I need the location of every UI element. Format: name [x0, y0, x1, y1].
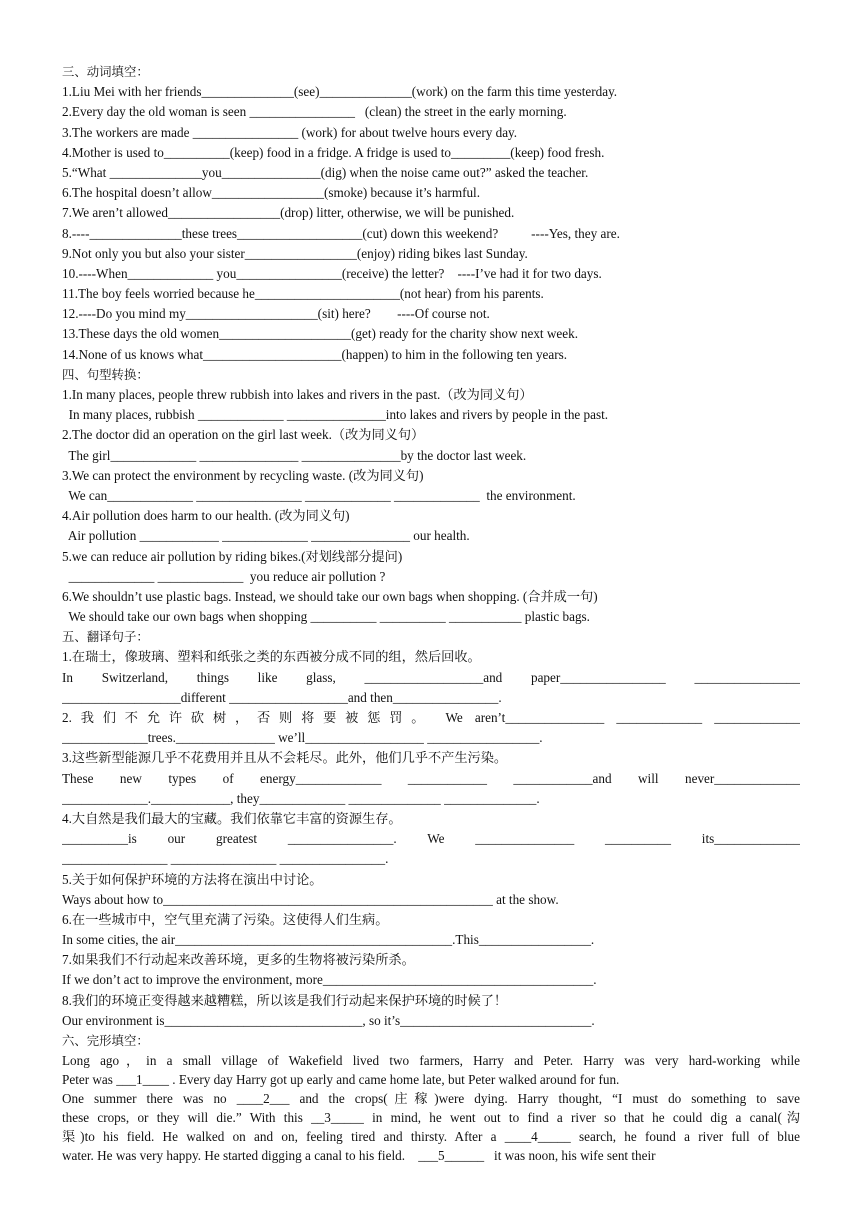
fill-in-line: 14.None of us knows what_____________________(happen) to him in the following ten years.	[62, 346, 568, 362]
fill-in-line: 11.The boy feels worried because he______________________(not hear) from his parents.	[62, 286, 544, 302]
transform-line: _____________ _____________ you reduce air pollution ?	[62, 568, 386, 584]
transform-line: 4.Air pollution does harm to our health. (改为同义句)	[62, 508, 350, 524]
transform-line: 5.we can reduce air pollution by riding bikes.(对划线部分提问)	[62, 548, 403, 564]
transform-line: In many places, rubbish _____________ _______________into lakes and rivers by people in the past.	[62, 407, 609, 423]
section-heading-verbs: 三、动词填空：	[62, 64, 149, 79]
fill-in-line: 1.Liu Mei with her friends______________(see)______________(work) on the farm this time yesterday.	[62, 84, 618, 100]
fill-in-line: 7.We aren’t allowed_________________(drop) litter, otherwise, we will be punished.	[62, 205, 515, 221]
transform-line: We can_____________ ________________ _____________ _____________ the environment.	[62, 487, 576, 503]
transform-line: 1.In many places, people threw rubbish into lakes and rivers in the past.（改为同义句）	[62, 387, 533, 402]
fill-in-line: 6.The hospital doesn’t allow_________________(smoke) because it’s harmful.	[62, 185, 481, 201]
translation-line: 8.我们的环境正变得越来越糟糕，所以该是我们行动起来保护环境的时候了！	[62, 992, 508, 1008]
translation-line: 4.大自然是我们最大的宝藏。我们依靠它丰富的资源生存。	[62, 810, 402, 826]
fill-in-line: 12.----Do you mind my____________________(sit) here? ----Of course not.	[62, 306, 490, 322]
fill-in-line: 8.----______________these trees___________________(cut) down this weekend? ----Yes, they are.	[62, 225, 620, 241]
translation-line: 7.如果我们不行动起来改善环境，更多的生物将被污染所杀。	[62, 952, 415, 968]
passage-line: 渠)to his field. He walked on and on, feeling tired and thirsty. After a ____4_____ search, he found a river full of blue	[62, 1129, 800, 1145]
translation-line: 6.在一些城市中，空气里充满了污染。这使得人们生病。	[62, 911, 389, 927]
passage-line: One summer there was no ____2___ and the crops(庄稼)were dying. Harry thought, “I must do something to save	[62, 1091, 800, 1107]
translation-line: __________________different __________________and then________________.	[62, 689, 502, 705]
fill-in-line: 13.These days the old women____________________(get) ready for the charity show next week.	[62, 326, 579, 342]
translation-line: 5.关于如何保护环境的方法将在演出中讨论。	[62, 871, 323, 887]
fill-in-line: 3.The workers are made ________________ (work) for about twelve hours every day.	[62, 124, 518, 140]
fill-in-line: 4.Mother is used to__________(keep) food in a fridge. A fridge is used to_________(keep) food fresh.	[62, 144, 605, 160]
passage-line: water. He was very happy. He started digging a canal to his field. ___5______ it was noon, his wife sent their	[62, 1148, 656, 1164]
passage-line: these crops, or they will die.” With this __3_____ in mind, he went out to find a river so that he could dig a canal(沟	[62, 1110, 800, 1126]
translation-line: 1.在瑞士，像玻璃、塑料和纸张之类的东西被分成不同的组，然后回收。	[62, 649, 481, 665]
verb-fill-list	[62, 82, 800, 365]
fill-in-line: 2.Every day the old woman is seen ________________ (clean) the street in the early morning.	[62, 104, 567, 120]
transform-line: 6.We shouldn’t use plastic bags. Instead, we should take our own bags when shopping. (合并成一句)	[62, 588, 598, 604]
section-heading-transform: 四、句型转换：	[62, 366, 149, 382]
transform-line: The girl_____________ _______________ _______________by the doctor last week.	[62, 447, 527, 463]
translation-line: _____________.____________, they_____________ ______________ ______________.	[62, 790, 540, 806]
transform-line: 3.We can protect the environment by recycling waste. (改为同义句)	[62, 467, 424, 483]
translation-line: _____________trees._______________ we’ll__________________ _________________.	[62, 730, 543, 746]
translation-line: Ways about how to__________________________________________________ at the show.	[62, 891, 559, 907]
translation-line: __________is our greatest ________________. We _______________ __________ its_____________	[62, 831, 800, 847]
passage-line: Peter was ___1____ . Every day Harry got up early and came home late, but Peter walked around for fun.	[62, 1072, 620, 1088]
fill-in-line: 9.Not only you but also your sister_________________(enjoy) riding bikes last Sunday.	[62, 245, 528, 261]
translation-line: 3.这些新型能源几乎不花费用并且从不会耗尽。此外，他们几乎不产生污染。	[62, 750, 508, 766]
translation-line: If we don’t act to improve the environment, more_________________________________________.	[62, 972, 597, 988]
section-heading-translate: 五、翻译句子：	[62, 629, 149, 645]
fill-in-line: 10.----When_____________ you________________(receive) the letter? ----I’ve had it for two days.	[62, 265, 602, 281]
passage-line: Long ago，in a small village of Wakefield lived two farmers, Harry and Peter. Harry was very hard-working while	[62, 1053, 800, 1069]
transform-line: Air pollution ____________ _____________ _______________ our health.	[62, 528, 470, 544]
translation-list	[62, 647, 800, 1031]
transform-line: We should take our own bags when shopping __________ __________ ___________ plastic bags.	[62, 609, 590, 625]
sentence-transform-list	[62, 385, 800, 627]
worksheet	[62, 62, 800, 1165]
translation-line: ________________ ________________ ________________.	[62, 851, 389, 867]
translation-line: 2.我们不允许砍树，否则将要被惩罚。 We aren’t_______________ _____________ _____________	[62, 710, 800, 725]
cloze-passage	[62, 1051, 800, 1165]
translation-line: In some cities, the air__________________________________________.This_________________.	[62, 932, 595, 948]
section-heading-cloze: 六、完形填空：	[62, 1033, 149, 1048]
transform-line: 2.The doctor did an operation on the girl last week.（改为同义句）	[62, 427, 425, 443]
translation-line: These new types of energy_____________ ____________ ____________and will never_____________	[62, 770, 800, 786]
translation-line: Our environment is______________________________, so it’s_____________________________.	[62, 1012, 595, 1028]
fill-in-line: 5.“What ______________you_______________(dig) when the noise came out?” asked the teacher.	[62, 164, 589, 180]
translation-line: In Switzerland, things like glass, __________________and paper________________ ________________	[62, 669, 800, 685]
